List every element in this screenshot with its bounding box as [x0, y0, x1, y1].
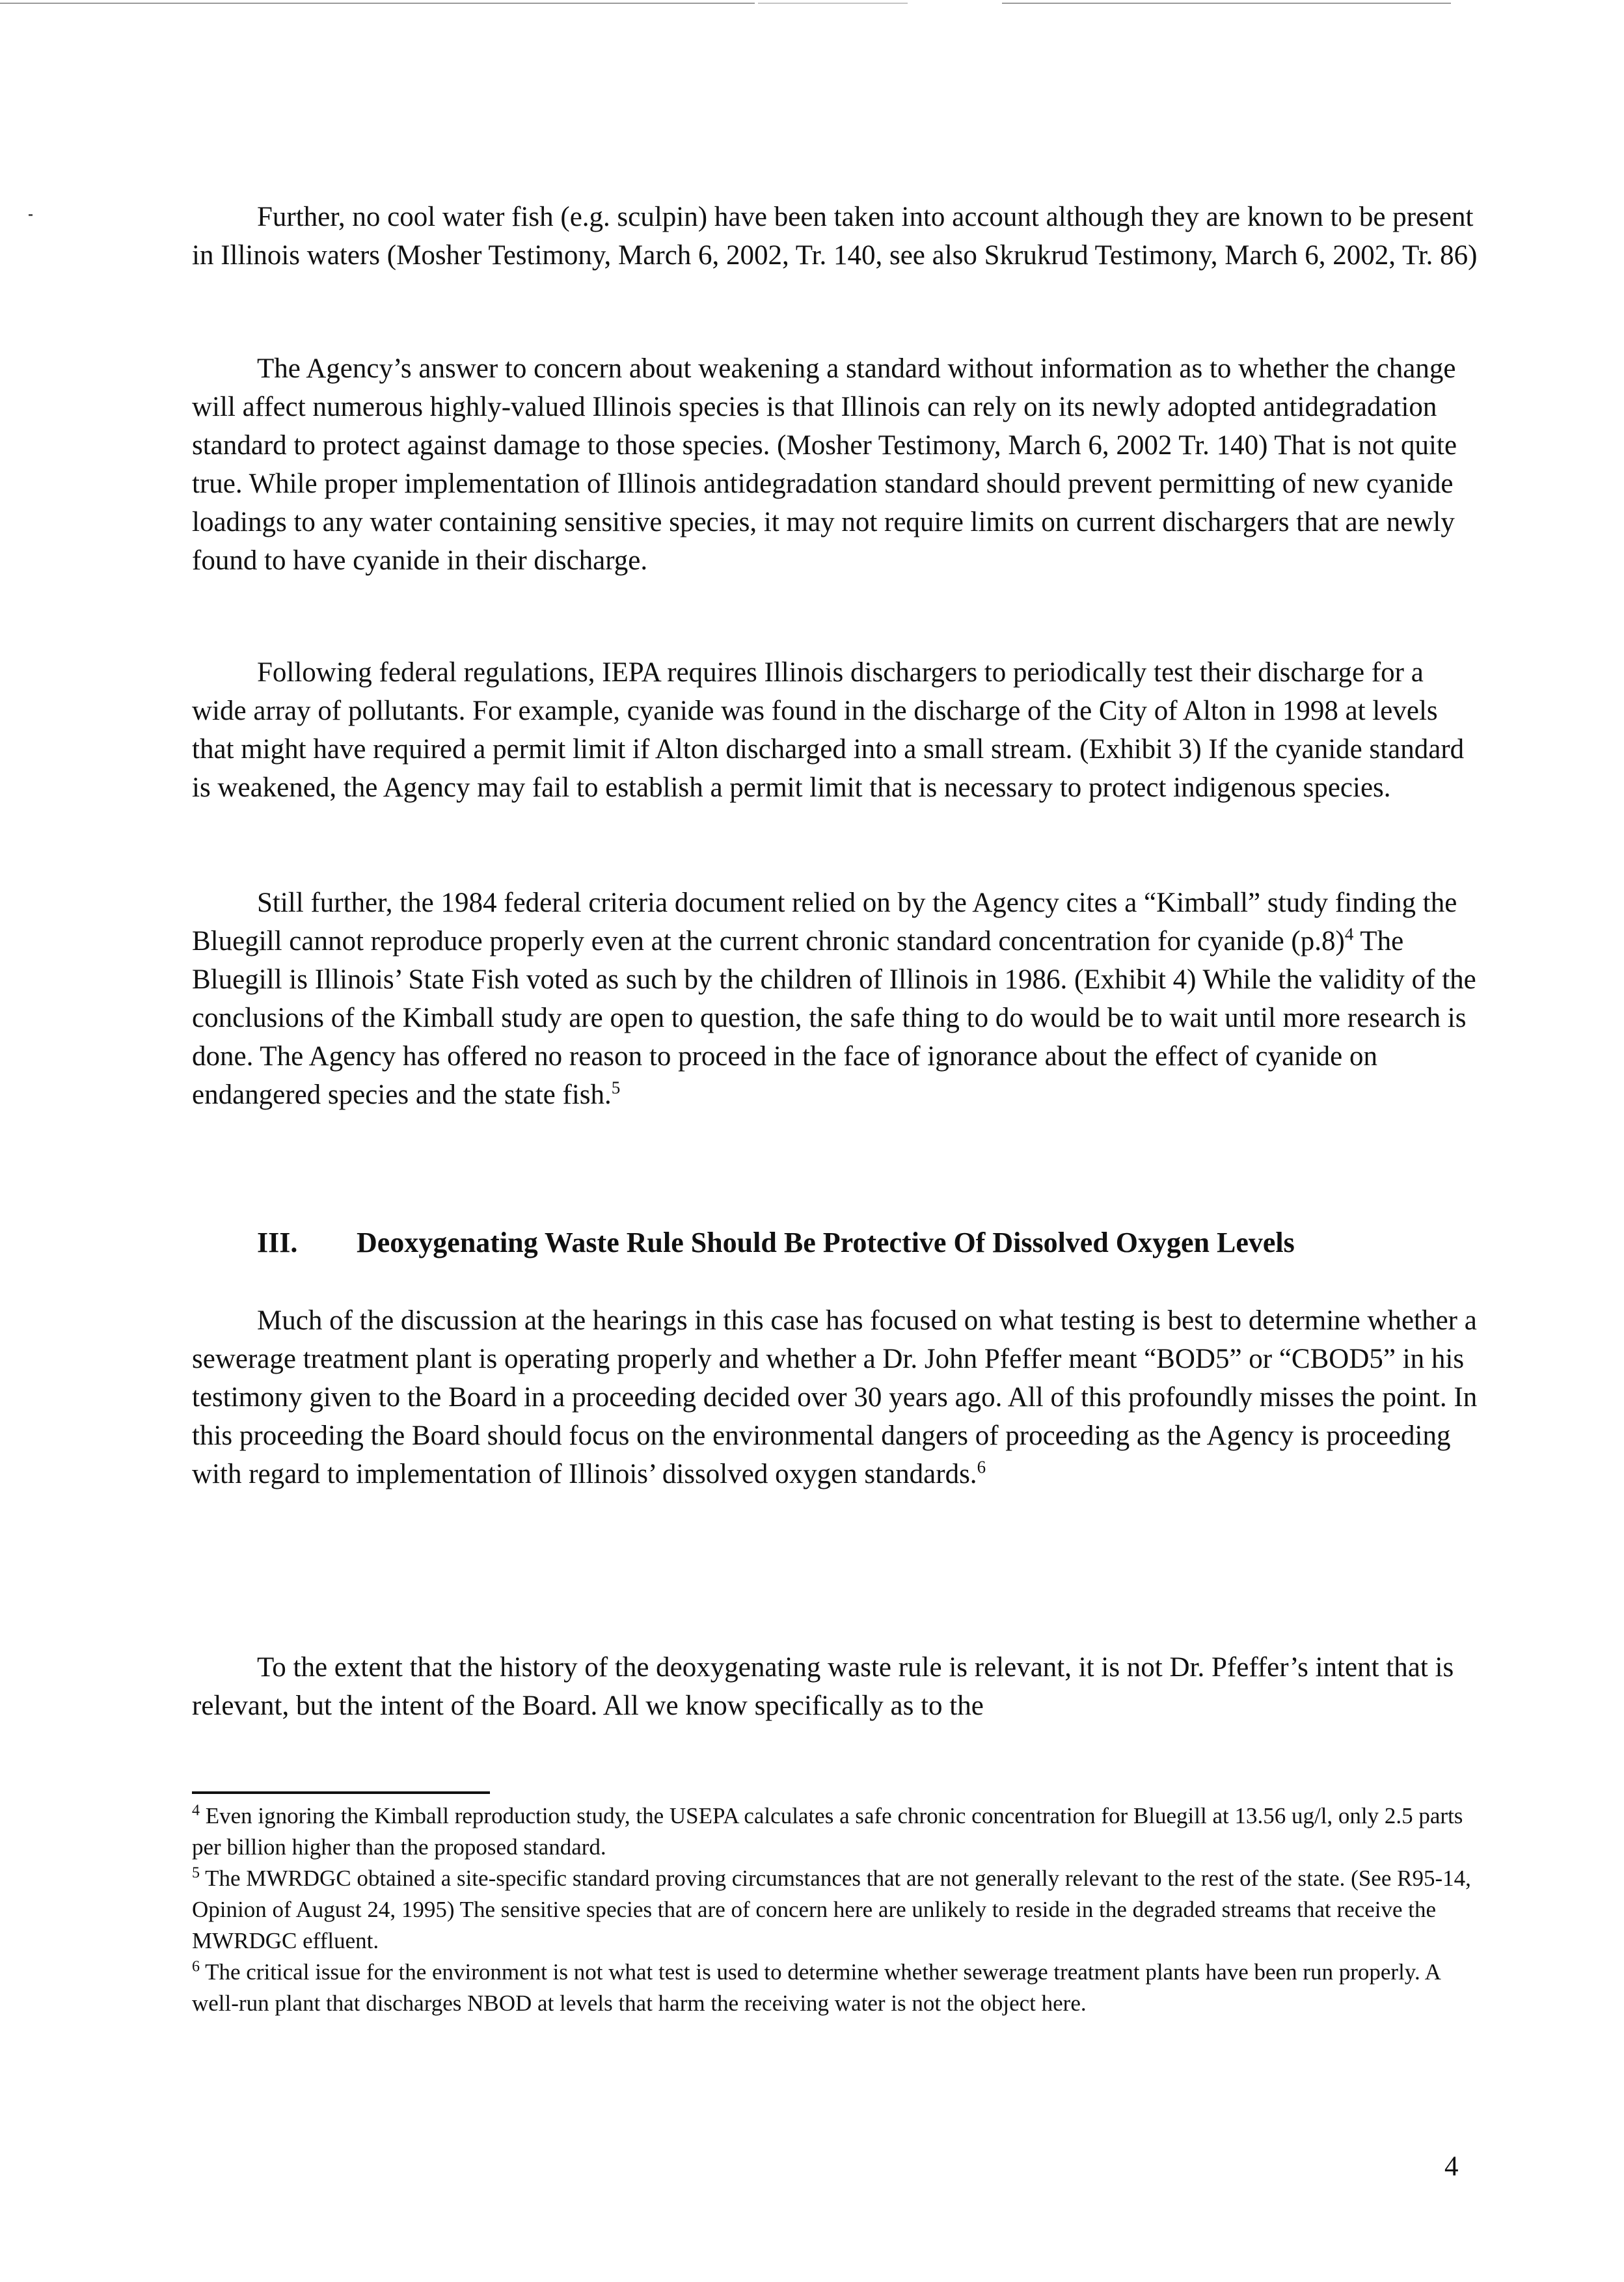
footnote-mark: 6 — [192, 1958, 200, 1976]
paragraph-federal-regulations: Following federal regulations, IEPA requires Illinois dischargers to periodically test their discharge for a wide array of pollutants. For example, cyanide was found in the discharge of the City of Alton in 1998 at levels that might have required a permit limit if Alton discharged into a small stream. (Exhibit 3) If the cyanide standard is weakened, the Agency may fail to establish a permit limit that is necessary to protect indigenous species. — [192, 657, 1465, 803]
footnote-mark: 5 — [192, 1864, 200, 1882]
scan-edge-line — [0, 3, 755, 4]
footnote-text: The critical issue for the environment is not what test is used to determine whether sewerage treatment plants have been run properly. A well-run plant that discharges NBOD at levels that harm the receiving water is not the object here. — [192, 1959, 1440, 2016]
paragraph-text: Much of the discussion at the hearings in this case has focused on what testing is best to determine whether a sewerage treatment plant is operating properly and whether a Dr. John Pfeffer meant “BOD5” or “CBOD5” in his testimony given to the Board in a proceeding decided over 30 years ago. All of this profoundly misses the point. In this proceeding the Board should focus on the environmental dangers of proceeding as the Agency is proceeding with regard to implementation of Illinois’ dissolved oxygen standards. — [192, 1305, 1478, 1489]
margin-mark — [29, 214, 33, 216]
paragraph-text: The Bluegill is Illinois’ State Fish voted as such by the children of Illinois in 1986. (Exhibit 4) While the validity of the conclusions of the Kimball study are open to question, the safe thing to do would be to wait until more research is done. The Agency has offered no reason to proceed in the face of ignorance about the effect of cyanide on endangered species and the state fish. — [192, 926, 1476, 1110]
paragraph-rule-history: To the extent that the history of the deoxygenating waste rule is relevant, it is not Dr. Pfeffer’s intent that is relevant, but the intent of the Board. All we know specifically as to the — [192, 1652, 1454, 1721]
paragraph-cool-water-fish: Further, no cool water fish (e.g. sculpin) have been taken into account although they are known to be present in Illinois waters (Mosher Testimony, March 6, 2002, Tr. 140, see also Skrukrud Testimony, March 6, 2002, Tr. 86) — [192, 202, 1478, 271]
footnote-mark: 4 — [192, 1802, 200, 1819]
page-number: 4 — [1444, 2151, 1459, 2182]
section-heading — [257, 1223, 1493, 1262]
paragraph-kimball-study — [192, 884, 1480, 1114]
footnote-reference: 5 — [611, 1078, 621, 1098]
footnote-5 — [192, 1863, 1483, 1957]
scan-edge-line — [758, 3, 908, 4]
scan-edge-line — [1002, 3, 1451, 4]
footnote-reference: 4 — [1344, 924, 1354, 944]
section-number: III. — [257, 1227, 298, 1258]
footnote-text: The MWRDGC obtained a site-specific standard proving circumstances that are not generally relevant to the rest of the state. (See R95-14, Opinion of August 24, 1995) The sensitive species that are of concern here are unlikely to reside in the degraded streams that receive the MWRDGC effluent. — [192, 1866, 1471, 1953]
paragraph-agency-answer: The Agency’s answer to concern about weakening a standard without information as to whether the change will affect numerous highly-valued Illinois species is that Illinois can rely on its newly adopted antidegradation standard to protect against damage to those species. (Mosher Testimony, March 6, 2002 Tr. 140) That is not quite true. While proper implementation of Illinois antidegradation standard should prevent permitting of new cyanide loadings to any water containing sensitive species, it may not require limits on current dischargers that are newly found to have cyanide in their discharge. — [192, 353, 1457, 576]
footnote-4 — [192, 1800, 1483, 1863]
footnote-separator — [192, 1791, 490, 1794]
paragraph-text: Still further, the 1984 federal criteria document relied on by the Agency cites a “Kimball” study finding the Bluegill cannot reproduce properly even at the current chronic standard concentration for cyanide (p.8) — [192, 888, 1457, 957]
paragraph-hearings-discussion — [192, 1301, 1480, 1493]
footnote-text: Even ignoring the Kimball reproduction study, the USEPA calculates a safe chronic concentration for Bluegill at 13.56 ug/l, only 2.5 parts per billion higher than the proposed standard. — [192, 1803, 1463, 1860]
section-title: Deoxygenating Waste Rule Should Be Protective Of Dissolved Oxygen Levels — [357, 1227, 1295, 1258]
footnote-reference: 6 — [977, 1457, 986, 1477]
footnote-6 — [192, 1957, 1483, 2019]
